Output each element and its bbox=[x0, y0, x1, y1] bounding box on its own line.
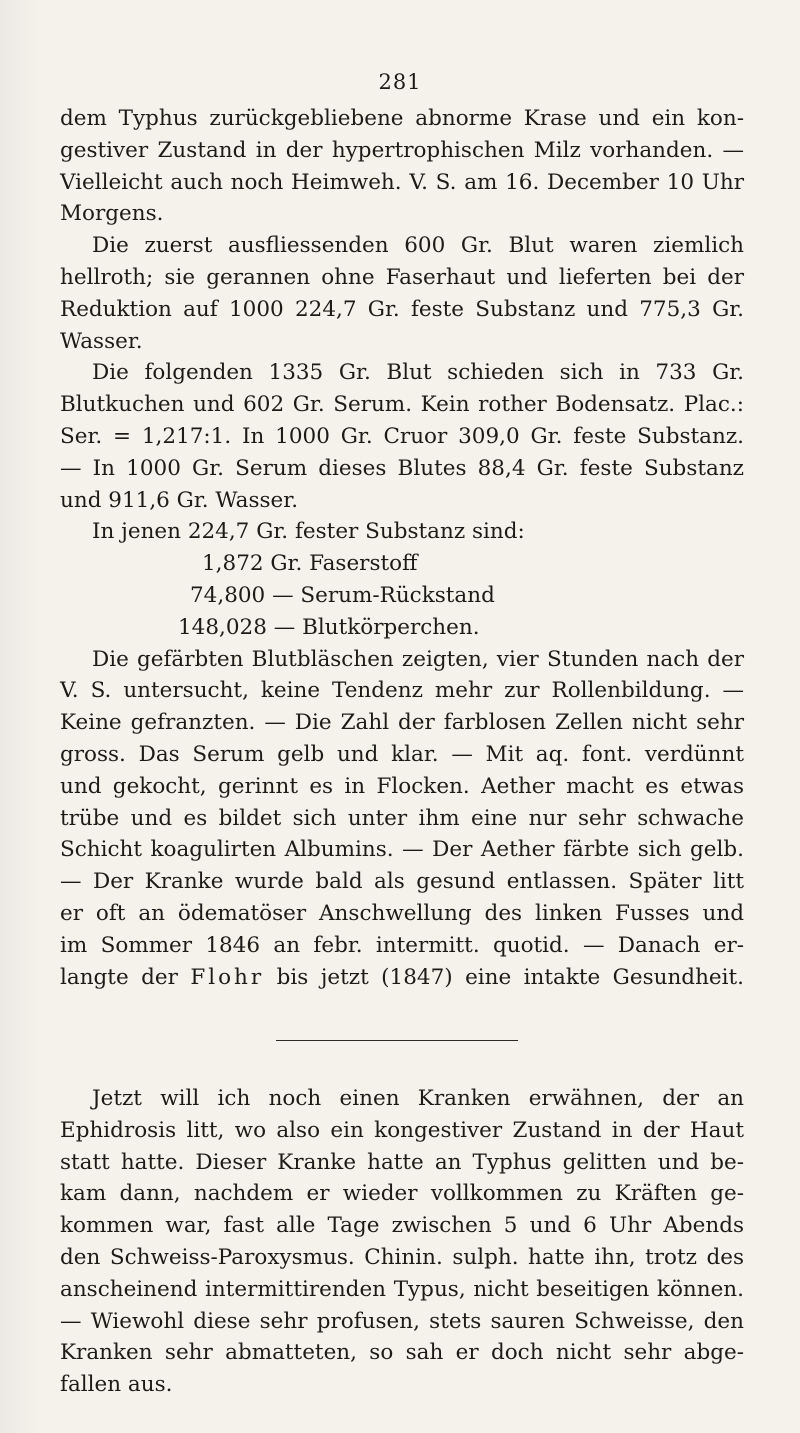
upper-text-body bbox=[60, 103, 744, 993]
text-line: hellroth; sie gerannen ohne Faserhaut und lieferten bei der bbox=[60, 264, 744, 290]
composition-item: 1,872 Gr. Faserstoff bbox=[202, 551, 418, 577]
text-line: anscheinend intermittirenden Typus, nicht beseitigen können. bbox=[60, 1276, 744, 1302]
text-line: — In 1000 Gr. Serum dieses Blutes 88,4 Gr. feste Substanz bbox=[60, 455, 744, 481]
text-line: Die folgenden 1335 Gr. Blut schieden sich in 733 Gr. bbox=[92, 360, 744, 386]
page-number: 281 bbox=[378, 70, 422, 94]
text-line: Morgens. bbox=[60, 201, 164, 227]
section-divider bbox=[276, 1040, 518, 1041]
text-line: — Der Kranke wurde bald als gesund entlassen. Später litt bbox=[60, 869, 744, 895]
composition-intro: In jenen 224,7 Gr. fester Substanz sind: bbox=[92, 519, 525, 545]
text-line: und 911,6 Gr. Wasser. bbox=[60, 487, 299, 513]
text-line: V. S. untersucht, keine Tendenz mehr zur Rollenbildung. — bbox=[60, 678, 744, 704]
text-line: kommen war, fast alle Tage zwischen 5 und 6 Uhr Abends bbox=[60, 1213, 744, 1239]
text-line: trübe und es bildet sich unter ihm eine nur sehr schwache bbox=[60, 805, 744, 831]
text-line: gestiver Zustand in der hypertrophischen Milz vorhanden. — bbox=[60, 137, 744, 163]
text-line: er oft an ödematöser Anschwellung des linken Fusses und bbox=[60, 900, 744, 926]
text-line: gross. Das Serum gelb und klar. — Mit aq. font. verdünnt bbox=[60, 741, 744, 767]
text-line: Ser. = 1,217:1. In 1000 Gr. Cruor 309,0 Gr. feste Substanz. bbox=[60, 423, 744, 449]
text-line-with-name bbox=[60, 962, 744, 994]
text-line: Jetzt will ich noch einen Kranken erwähnen, der an bbox=[92, 1086, 744, 1111]
text-line: Ephidrosis litt, wo also ein kongestiver Zustand in der Haut bbox=[60, 1117, 744, 1143]
text-line: Schicht koagulirten Albumins. — Der Aether färbte sich gelb. bbox=[60, 837, 744, 863]
lower-text-body bbox=[60, 1083, 744, 1401]
person-name: Flohr bbox=[190, 964, 265, 990]
text-line: dem Typhus zurückgebliebene abnorme Krase und ein kon- bbox=[60, 106, 744, 131]
text-fragment: langte der bbox=[60, 964, 178, 990]
text-line: Keine gefranzten. — Die Zahl der farblosen Zellen nicht sehr bbox=[60, 710, 744, 736]
text-line: im Sommer 1846 an febr. intermitt. quotid. — Danach er- bbox=[60, 932, 744, 958]
composition-item: 148,028 — Blutkörperchen. bbox=[178, 614, 480, 640]
text-line: Kranken sehr abmatteten, so sah er doch nicht sehr abge- bbox=[60, 1340, 744, 1366]
text-line: Wasser. bbox=[60, 328, 143, 354]
text-line: den Schweiss-Paroxysmus. Chinin. sulph. hatte ihn, trotz des bbox=[60, 1244, 744, 1270]
text-line: fallen aus. bbox=[60, 1372, 173, 1398]
text-line: — Wiewohl diese sehr profusen, stets sauren Schweisse, den bbox=[60, 1308, 744, 1334]
composition-item: 74,800 — Serum-Rückstand bbox=[190, 582, 495, 608]
text-line: und gekocht, gerinnt es in Flocken. Aether macht es etwas bbox=[60, 773, 744, 799]
text-line: Reduktion auf 1000 224,7 Gr. feste Substanz und 775,3 Gr. bbox=[60, 296, 744, 322]
text-line: Die gefärbten Blutbläschen zeigten, vier Stunden nach der bbox=[92, 646, 744, 672]
text-fragment: bis jetzt (1847) eine intakte Gesundheit. bbox=[276, 964, 744, 990]
text-line: statt hatte. Dieser Kranke hatte an Typhus gelitten und be- bbox=[60, 1149, 744, 1175]
text-line: Die zuerst ausfliessenden 600 Gr. Blut waren ziemlich bbox=[92, 233, 744, 259]
text-line: Blutkuchen und 602 Gr. Serum. Kein rother Bodensatz. Plac.: bbox=[60, 392, 744, 418]
text-line: Vielleicht auch noch Heimweh. V. S. am 16. December 10 Uhr bbox=[60, 169, 744, 195]
text-line: kam dann, nachdem er wieder vollkommen zu Kräften ge- bbox=[60, 1181, 744, 1207]
